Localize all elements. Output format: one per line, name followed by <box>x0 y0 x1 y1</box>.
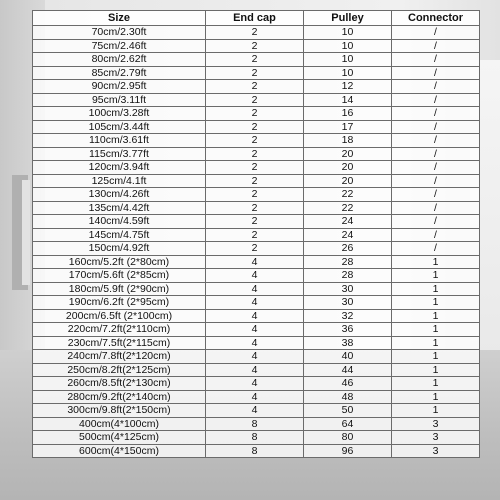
cell-size: 230cm/7.5ft(2*115cm) <box>33 336 206 350</box>
cell-end-cap: 2 <box>206 161 304 175</box>
cell-pulley: 50 <box>304 404 392 418</box>
header-connector: Connector <box>392 11 480 26</box>
cell-end-cap: 4 <box>206 336 304 350</box>
cell-connector: 1 <box>392 269 480 283</box>
cell-pulley: 20 <box>304 174 392 188</box>
cell-pulley: 22 <box>304 201 392 215</box>
cell-connector: 3 <box>392 417 480 431</box>
cell-connector: / <box>392 242 480 256</box>
cell-pulley: 10 <box>304 39 392 53</box>
table-row <box>33 26 480 40</box>
size-table-container <box>32 10 479 458</box>
cell-size: 135cm/4.42ft <box>33 201 206 215</box>
cell-size: 190cm/6.2ft (2*95cm) <box>33 296 206 310</box>
table-body <box>33 26 480 458</box>
cell-end-cap: 2 <box>206 107 304 121</box>
table-row <box>33 377 480 391</box>
cell-connector: / <box>392 80 480 94</box>
cell-pulley: 30 <box>304 282 392 296</box>
cell-connector: / <box>392 188 480 202</box>
table-row <box>33 363 480 377</box>
table-row <box>33 282 480 296</box>
cell-connector: 1 <box>392 255 480 269</box>
cell-connector: 1 <box>392 390 480 404</box>
cell-connector: 1 <box>392 296 480 310</box>
cell-size: 170cm/5.6ft (2*85cm) <box>33 269 206 283</box>
table-row <box>33 201 480 215</box>
cell-pulley: 30 <box>304 296 392 310</box>
background-door-light <box>22 180 30 285</box>
cell-pulley: 22 <box>304 188 392 202</box>
table-row <box>33 350 480 364</box>
cell-size: 140cm/4.59ft <box>33 215 206 229</box>
cell-connector: / <box>392 53 480 67</box>
cell-pulley: 28 <box>304 255 392 269</box>
table-row <box>33 269 480 283</box>
cell-pulley: 64 <box>304 417 392 431</box>
cell-end-cap: 2 <box>206 215 304 229</box>
cell-end-cap: 2 <box>206 147 304 161</box>
cell-end-cap: 2 <box>206 188 304 202</box>
cell-connector: / <box>392 201 480 215</box>
cell-size: 300cm/9.8ft(2*150cm) <box>33 404 206 418</box>
cell-connector: / <box>392 228 480 242</box>
cell-end-cap: 2 <box>206 242 304 256</box>
cell-end-cap: 2 <box>206 134 304 148</box>
cell-end-cap: 4 <box>206 404 304 418</box>
cell-connector: / <box>392 161 480 175</box>
cell-end-cap: 4 <box>206 269 304 283</box>
table-row <box>33 323 480 337</box>
cell-size: 90cm/2.95ft <box>33 80 206 94</box>
cell-size: 250cm/8.2ft(2*125cm) <box>33 363 206 377</box>
cell-pulley: 40 <box>304 350 392 364</box>
cell-end-cap: 2 <box>206 228 304 242</box>
cell-pulley: 80 <box>304 431 392 445</box>
cell-pulley: 17 <box>304 120 392 134</box>
cell-end-cap: 2 <box>206 53 304 67</box>
cell-end-cap: 2 <box>206 66 304 80</box>
cell-connector: 3 <box>392 431 480 445</box>
cell-connector: 1 <box>392 282 480 296</box>
cell-pulley: 96 <box>304 444 392 458</box>
table-row <box>33 336 480 350</box>
cell-end-cap: 4 <box>206 390 304 404</box>
table-row <box>33 228 480 242</box>
cell-end-cap: 2 <box>206 174 304 188</box>
cell-connector: 3 <box>392 444 480 458</box>
cell-pulley: 10 <box>304 66 392 80</box>
cell-connector: 1 <box>392 404 480 418</box>
cell-connector: / <box>392 66 480 80</box>
table-row <box>33 147 480 161</box>
cell-pulley: 48 <box>304 390 392 404</box>
cell-pulley: 26 <box>304 242 392 256</box>
cell-connector: 1 <box>392 336 480 350</box>
cell-end-cap: 8 <box>206 417 304 431</box>
table-row <box>33 107 480 121</box>
cell-end-cap: 4 <box>206 296 304 310</box>
table-row <box>33 161 480 175</box>
table-row <box>33 390 480 404</box>
table-header-row <box>33 11 480 26</box>
cell-size: 145cm/4.75ft <box>33 228 206 242</box>
cell-end-cap: 8 <box>206 431 304 445</box>
cell-size: 200cm/6.5ft (2*100cm) <box>33 309 206 323</box>
cell-pulley: 10 <box>304 53 392 67</box>
cell-size: 110cm/3.61ft <box>33 134 206 148</box>
cell-size: 150cm/4.92ft <box>33 242 206 256</box>
cell-end-cap: 2 <box>206 80 304 94</box>
cell-connector: / <box>392 39 480 53</box>
table-row <box>33 188 480 202</box>
cell-connector: / <box>392 120 480 134</box>
table-row <box>33 39 480 53</box>
cell-pulley: 28 <box>304 269 392 283</box>
cell-size: 400cm(4*100cm) <box>33 417 206 431</box>
cell-size: 75cm/2.46ft <box>33 39 206 53</box>
cell-pulley: 46 <box>304 377 392 391</box>
cell-size: 100cm/3.28ft <box>33 107 206 121</box>
table-row <box>33 404 480 418</box>
cell-pulley: 14 <box>304 93 392 107</box>
cell-end-cap: 4 <box>206 282 304 296</box>
cell-size: 500cm(4*125cm) <box>33 431 206 445</box>
cell-connector: / <box>392 215 480 229</box>
cell-end-cap: 4 <box>206 309 304 323</box>
table-row <box>33 444 480 458</box>
cell-end-cap: 2 <box>206 93 304 107</box>
table-row <box>33 80 480 94</box>
cell-end-cap: 4 <box>206 323 304 337</box>
cell-end-cap: 2 <box>206 120 304 134</box>
cell-connector: 1 <box>392 350 480 364</box>
cell-connector: / <box>392 93 480 107</box>
table-row <box>33 120 480 134</box>
cell-pulley: 24 <box>304 215 392 229</box>
cell-size: 85cm/2.79ft <box>33 66 206 80</box>
cell-size: 105cm/3.44ft <box>33 120 206 134</box>
cell-connector: / <box>392 107 480 121</box>
cell-size: 240cm/7.8ft(2*120cm) <box>33 350 206 364</box>
cell-connector: 1 <box>392 363 480 377</box>
cell-size: 125cm/4.1ft <box>33 174 206 188</box>
table-row <box>33 93 480 107</box>
table-row <box>33 431 480 445</box>
table-row <box>33 174 480 188</box>
table-row <box>33 309 480 323</box>
cell-end-cap: 4 <box>206 255 304 269</box>
table-row <box>33 242 480 256</box>
header-end-cap: End cap <box>206 11 304 26</box>
table-row <box>33 417 480 431</box>
cell-end-cap: 4 <box>206 350 304 364</box>
header-size: Size <box>33 11 206 26</box>
cell-pulley: 10 <box>304 26 392 40</box>
cell-end-cap: 4 <box>206 363 304 377</box>
cell-pulley: 38 <box>304 336 392 350</box>
cell-pulley: 12 <box>304 80 392 94</box>
table-row <box>33 296 480 310</box>
table-row <box>33 53 480 67</box>
cell-pulley: 32 <box>304 309 392 323</box>
cell-size: 80cm/2.62ft <box>33 53 206 67</box>
cell-end-cap: 2 <box>206 26 304 40</box>
cell-size: 120cm/3.94ft <box>33 161 206 175</box>
cell-size: 115cm/3.77ft <box>33 147 206 161</box>
cell-pulley: 20 <box>304 161 392 175</box>
cell-end-cap: 8 <box>206 444 304 458</box>
cell-end-cap: 2 <box>206 201 304 215</box>
cell-connector: 1 <box>392 377 480 391</box>
cell-size: 280cm/9.2ft(2*140cm) <box>33 390 206 404</box>
cell-connector: / <box>392 134 480 148</box>
cell-size: 70cm/2.30ft <box>33 26 206 40</box>
size-table <box>32 10 480 458</box>
cell-connector: / <box>392 26 480 40</box>
cell-connector: / <box>392 174 480 188</box>
header-pulley: Pulley <box>304 11 392 26</box>
cell-end-cap: 2 <box>206 39 304 53</box>
cell-pulley: 36 <box>304 323 392 337</box>
cell-size: 260cm/8.5ft(2*130cm) <box>33 377 206 391</box>
cell-pulley: 16 <box>304 107 392 121</box>
table-row <box>33 66 480 80</box>
cell-connector: 1 <box>392 323 480 337</box>
cell-size: 220cm/7.2ft(2*110cm) <box>33 323 206 337</box>
cell-pulley: 44 <box>304 363 392 377</box>
table-row <box>33 134 480 148</box>
cell-connector: 1 <box>392 309 480 323</box>
cell-size: 160cm/5.2ft (2*80cm) <box>33 255 206 269</box>
cell-size: 180cm/5.9ft (2*90cm) <box>33 282 206 296</box>
cell-end-cap: 4 <box>206 377 304 391</box>
table-row <box>33 215 480 229</box>
cell-pulley: 24 <box>304 228 392 242</box>
cell-size: 130cm/4.26ft <box>33 188 206 202</box>
table-row <box>33 255 480 269</box>
cell-connector: / <box>392 147 480 161</box>
cell-size: 95cm/3.11ft <box>33 93 206 107</box>
cell-size: 600cm(4*150cm) <box>33 444 206 458</box>
cell-pulley: 18 <box>304 134 392 148</box>
cell-pulley: 20 <box>304 147 392 161</box>
